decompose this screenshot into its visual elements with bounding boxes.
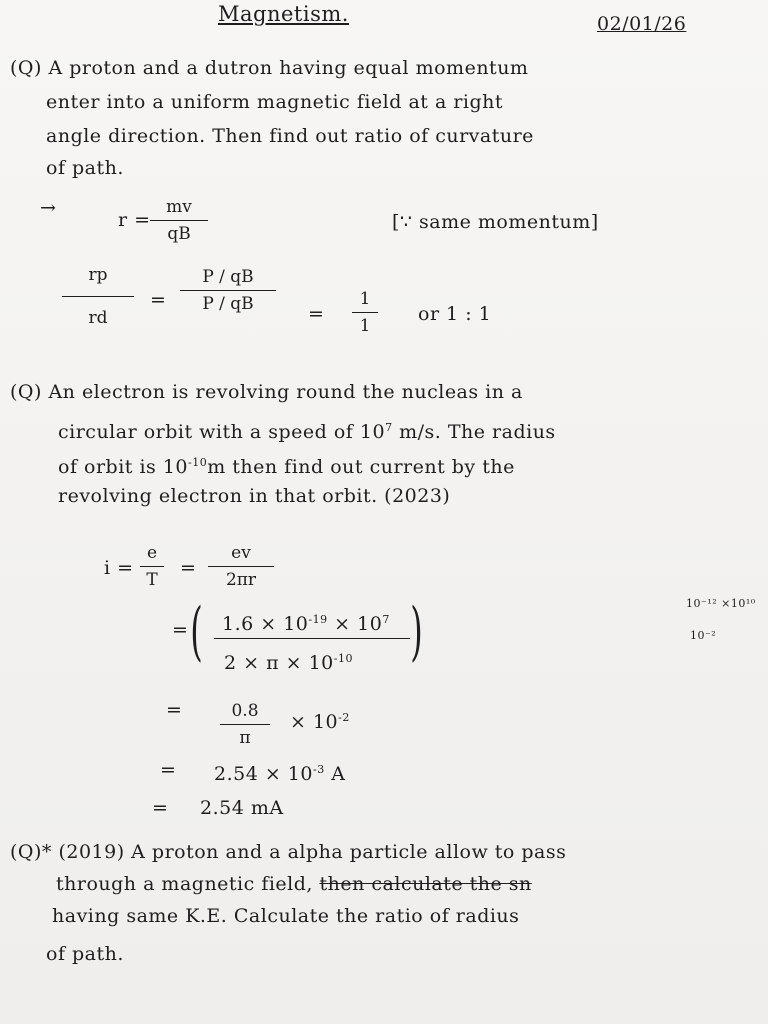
equals-sign-3: =: [180, 557, 197, 579]
frac-2pir: 2πr: [225, 570, 257, 590]
frac-ev-2pir: [208, 542, 274, 591]
q3-line-2: through a magnetic field, then calculate the sn: [56, 873, 532, 895]
arrow-marker: →: [40, 197, 57, 219]
frac-ev-bar: [208, 566, 274, 567]
compound-bottom: P / qB: [202, 294, 254, 314]
step3-numerator: 0.8: [231, 701, 259, 721]
substitution-denominator: $2 \times \pi \times 10^{-10}$: [224, 652, 353, 674]
q1-line-4: of path.: [46, 157, 124, 179]
frac-e-over-t: [140, 542, 164, 591]
q1-line-2: enter into a uniform magnetic field at a right: [46, 91, 504, 113]
compound-bar: [180, 290, 276, 291]
q2-line-4: revolving electron in that orbit. (2023): [58, 485, 451, 507]
one-numerator: 1: [359, 289, 371, 309]
ratio-result: or 1 : 1: [418, 303, 492, 325]
compound-top: P / qB: [202, 267, 254, 287]
equals-sign-7: =: [152, 797, 169, 819]
step3-bar: [220, 724, 270, 725]
q1-line-1: (Q) A proton and a dutron having equal momentum: [10, 57, 529, 79]
ratio-rp-rd: [62, 264, 134, 329]
step3-multiplier: × $10^{-2}$: [290, 711, 350, 733]
equals-sign-5: =: [166, 699, 183, 721]
side-note-2: 10⁻²: [690, 629, 717, 642]
right-paren: ): [410, 595, 423, 669]
q1-line-3: angle direction. Then find out ratio of curvature: [46, 125, 534, 147]
step4-value: $2.54 \times 10^{-3}$ A: [214, 763, 346, 785]
q2-line-1: (Q) An electron is revolving round the nucleas in a: [10, 381, 523, 403]
fraction-numerator: mv: [166, 197, 192, 217]
current-lhs: i =: [104, 557, 134, 579]
page-date: 02/01/26: [597, 13, 687, 35]
ratio-denominator: rd: [88, 308, 108, 328]
fraction-denominator: qB: [167, 224, 191, 244]
frac-e: e: [146, 543, 158, 563]
radius-lhs: r =: [118, 209, 151, 231]
side-note-1: 10⁻¹² ×10¹⁰: [686, 597, 756, 610]
compound-fraction: [180, 266, 276, 315]
q3-line-1: (Q)* (2019) A proton and a alpha particle allow to pass: [10, 841, 567, 863]
ratio-numerator: rp: [88, 265, 108, 285]
q3-line-3: having same K.E. Calculate the ratio of radius: [52, 905, 520, 927]
same-momentum-note: [∵ same momentum]: [392, 211, 599, 233]
final-answer: 2.54 mA: [200, 797, 284, 819]
one-bar: [352, 312, 378, 313]
frac-ev: ev: [231, 543, 251, 563]
frac-e-bar: [140, 566, 164, 567]
equals-sign-4: =: [172, 619, 189, 641]
ratio-bar: [62, 296, 134, 297]
one-denominator: 1: [359, 316, 371, 336]
fraction-mv-qb: [150, 196, 208, 245]
frac-t: T: [146, 570, 158, 590]
left-paren: (: [190, 595, 203, 669]
page-title: Magnetism.: [218, 2, 349, 26]
equals-sign-6: =: [160, 759, 177, 781]
frac-0-8-over-pi: [220, 700, 270, 749]
q2-line-3: of orbit is $10^{-10}m$ then find out current by the: [58, 456, 515, 478]
substitution-numerator: $1.6 \times 10^{-19} \times 10^7$: [222, 613, 390, 635]
fraction-bar: [150, 220, 208, 221]
equals-sign: =: [150, 289, 167, 311]
substitution-bar: [214, 638, 410, 639]
step3-denominator: π: [239, 728, 251, 748]
one-over-one: [352, 288, 378, 337]
q3-line-4: of path.: [46, 943, 124, 965]
q2-line-2: circular orbit with a speed of $10^7$ m/s. The radius: [58, 421, 556, 443]
equals-sign-2: =: [308, 303, 325, 325]
